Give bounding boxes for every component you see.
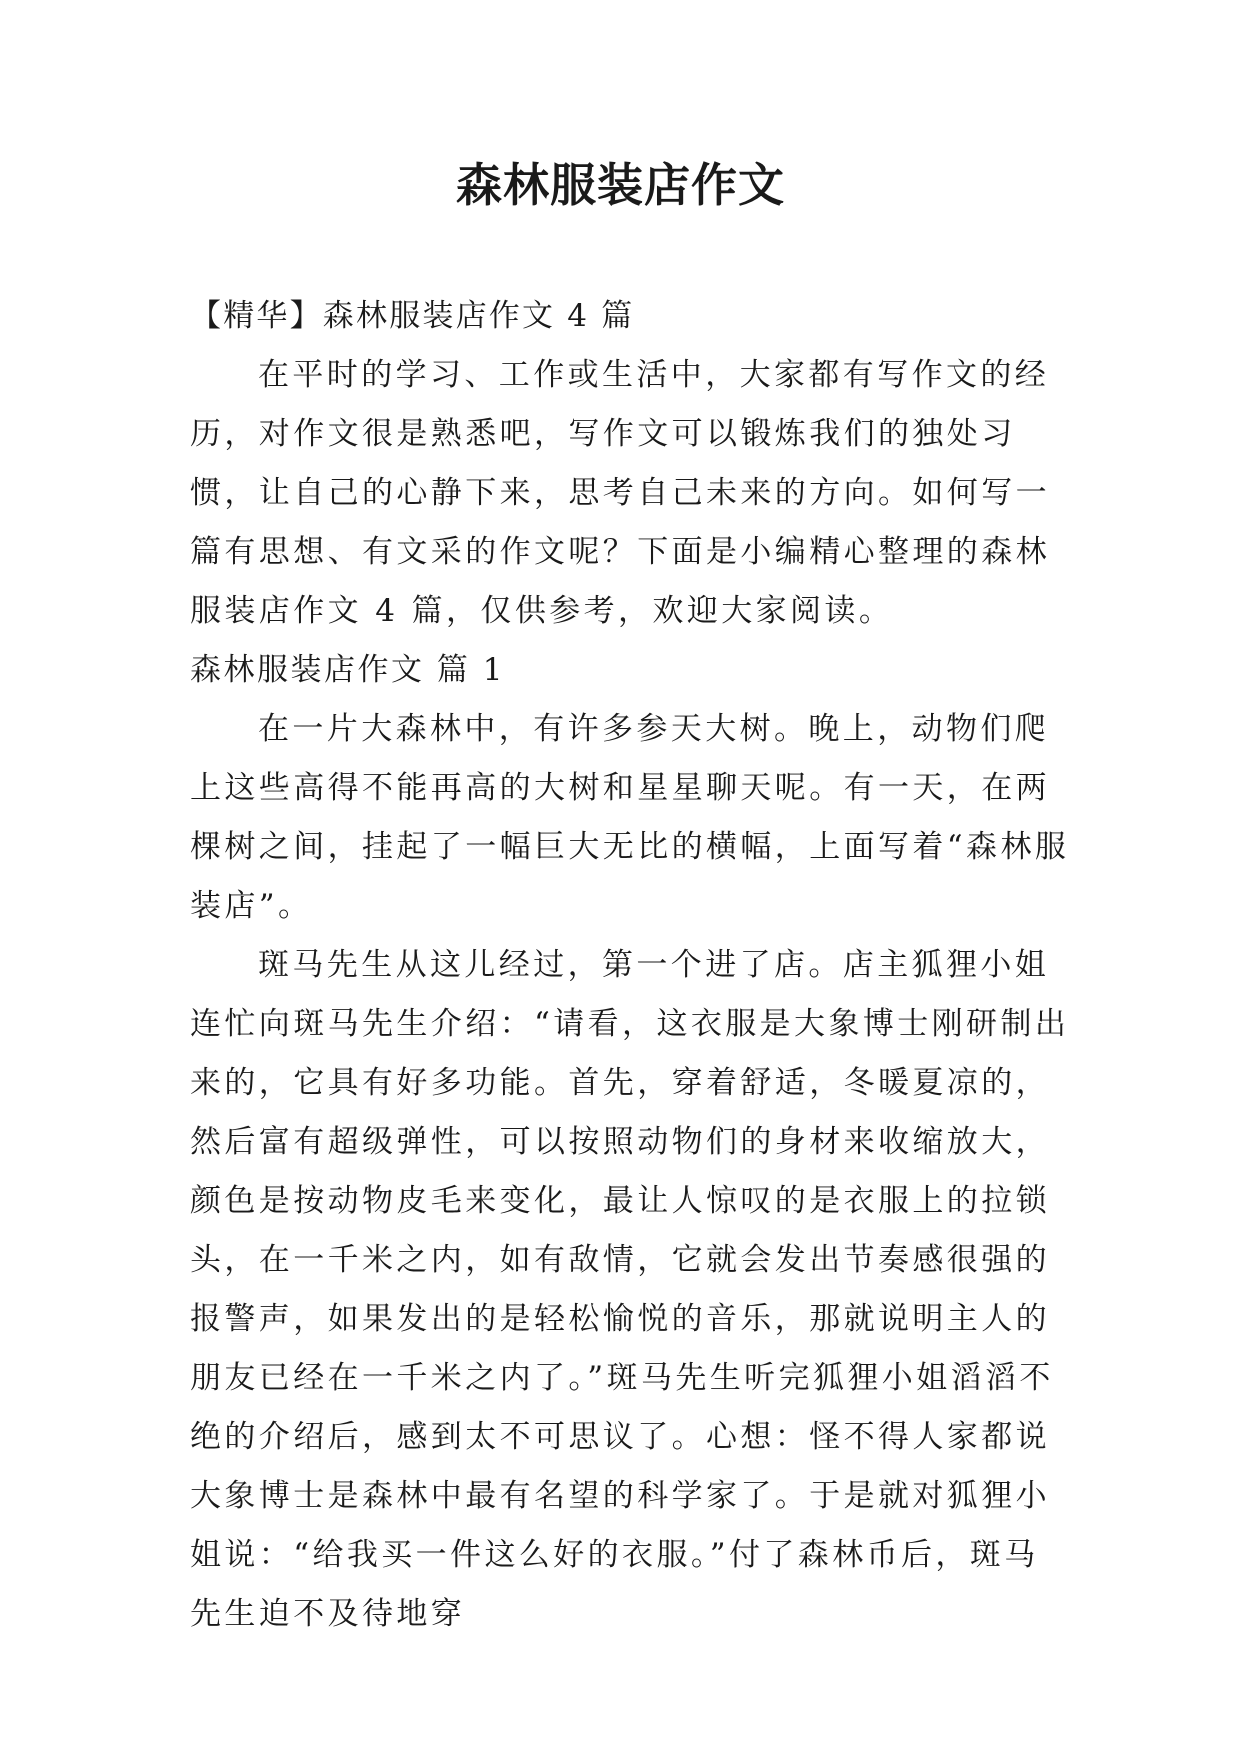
intro-paragraph: 在平时的学习、工作或生活中，大家都有写作文的经历，对作文很是熟悉吧，写作文可以锻炼我们的独处习惯，让自己的心静下来，思考自己未来的方向。如何写一篇有思想、有文采的作文呢？下面是小编精心整理的森林服装店作文 4 篇，仅供参考，欢迎大家阅读。 [190,357,1050,629]
body-paragraph: 在一片大森林中，有许多参天大树。晚上，动物们爬上这些高得不能再高的大树和星星聊天呢。有一天，在两棵树之间，挂起了一幅巨大无比的横幅，上面写着“森林服装店”。 [190,711,1070,924]
section-heading: 森林服装店作文 篇 1 [190,652,505,688]
document-subtitle: 【精华】森林服装店作文 4 篇 [190,298,635,334]
document-body [190,287,1070,1644]
document-title: 森林服装店作文 [456,158,785,212]
body-paragraph: 斑马先生从这儿经过，第一个进了店。店主狐狸小姐连忙向斑马先生介绍：“请看，这衣服是大象博士刚研制出来的，它具有好多功能。首先，穿着舒适，冬暖夏凉的，然后富有超级弹性，可以按照动物们的身材来收缩放大，颜色是按动物皮毛来变化，最让人惊叹的是衣服上的拉锁头，在一千米之内，如有敌情，它就会发出节奏感很强的报警声，如果发出的是轻松愉悦的音乐，那就说明主人的朋友已经在一千米之内了。”斑马先生听完狐狸小姐滔滔不绝的介绍后，感到太不可思议了。心想：怪不得人家都说大象博士是森林中最有名望的科学家了。于是就对狐狸小姐说：“给我买一件这么好的衣服。”付了森林币后，斑马先生迫不及待地穿 [190,947,1070,1632]
